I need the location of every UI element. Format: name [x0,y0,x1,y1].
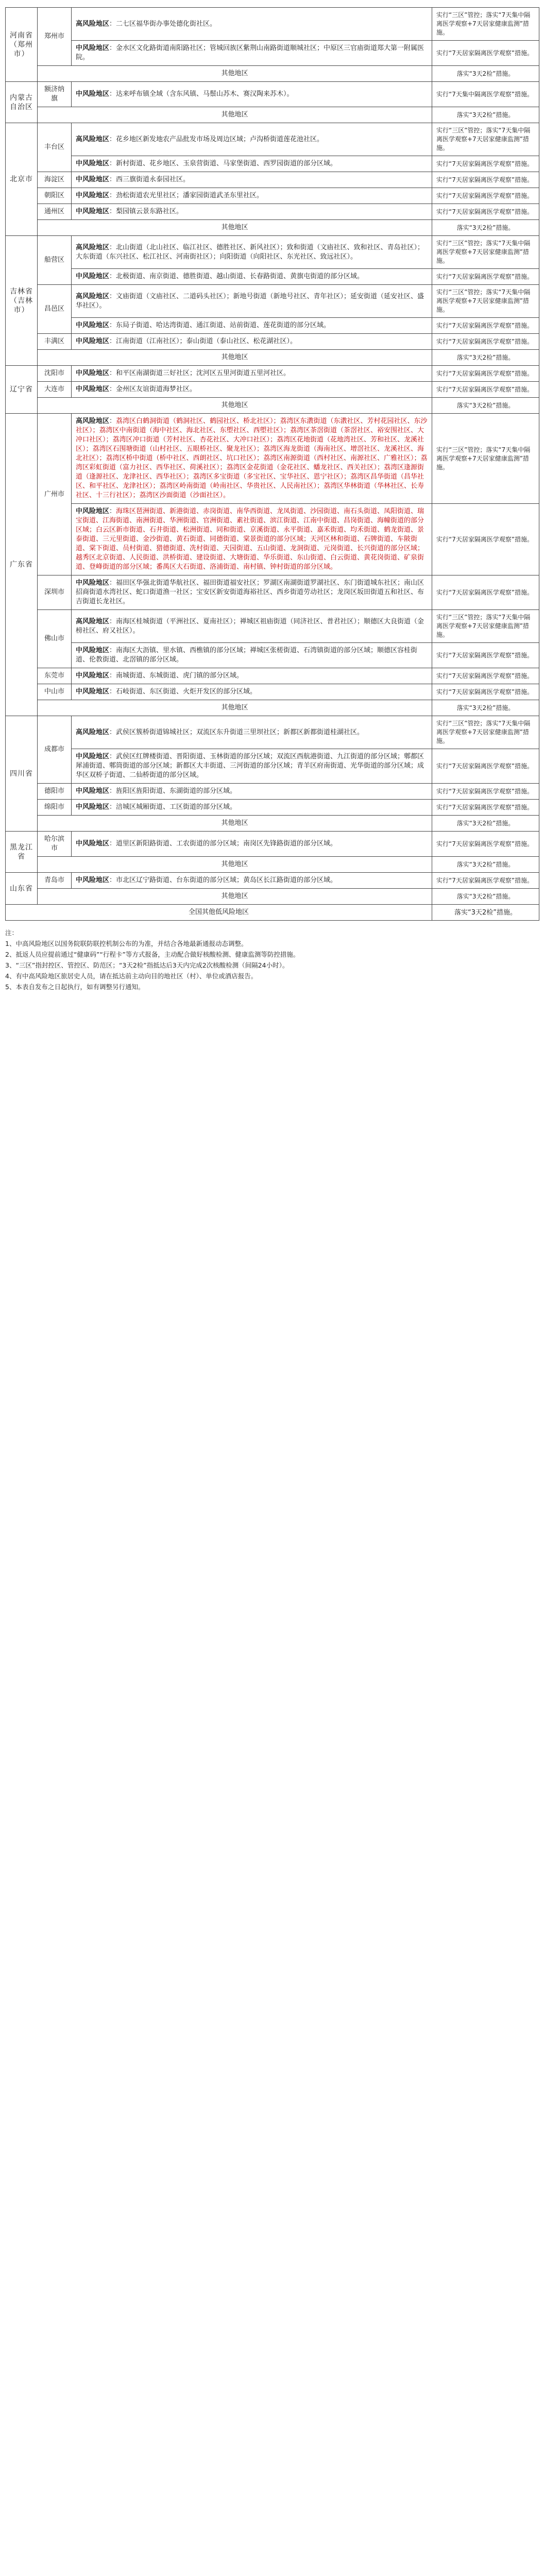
control-measure: 实行“7天居家隔离医学观察”措施。 [432,873,539,889]
risk-area-cell [72,188,432,204]
risk-area-list: 文庙街道（文庙社区、二道码头社区）；新地号街道（新地号社区、青年社区）；延安街道（延安社区、盛华社区）。 [76,292,424,310]
control-measure: 实行“三区”管控；落实“7天集中隔离医学观察+7天居家健康监测”措施。 [432,8,539,41]
other-area-label: 其他地区 [38,857,432,873]
city-name: 深圳市 [38,575,72,610]
risk-level: 中风险地区 [76,688,110,696]
risk-area-cell [72,414,432,504]
remark-line: 4、有中高风险地区旅居史人员，请在抵达前主动向目的地社区（村）、单位或酒店报告。 [5,972,258,980]
risk-area-list: 东局子街道、哈达湾街道、通江街道、站前街道、莲花街道的部分区域。 [116,321,331,329]
risk-area-cell [72,832,432,857]
region-other-row [6,889,539,905]
risk-area-list: 武侯区红牌楼街道、晋阳街道、玉林街道的部分区域；双流区西航港街道、九江街道的部分区域；郫都区犀浦街道、郫筒街道的部分区域；新都区大丰街道、三河街道的部分区域；青羊区府南街道、光华街道的部分区域；成华区双桥子街道、二仙桥街道的部分区域。 [76,753,424,779]
risk-area-list: 武侯区簇桥街道锦城社区；双流区东升街道三里坝社区；新都区新都街道桂湖社区。 [116,728,364,736]
control-measure: 落实“3天2检”措施。 [432,66,539,82]
city-name: 海淀区 [38,172,72,188]
city-name: 船营区 [38,236,72,285]
risk-level: 中风险地区 [76,672,110,680]
control-measure: 落实“3天2检”措施。 [432,889,539,905]
level-separator: ： [109,787,116,795]
risk-area-list: 南海区大沥镇、里水镇、西樵镇的部分区域；禅城区张槎街道、石湾镇街道的部分区域；顺德区容桂街道、伦教街道、北滘镇的部分区域。 [76,647,418,664]
city-name: 昌邑区 [38,285,72,334]
region-name: 吉林省（吉林市） [6,236,38,366]
risk-level: 高风险地区 [76,617,110,625]
other-area-label: 其他地区 [38,816,432,832]
other-area-label: 其他地区 [38,398,432,414]
risk-level: 高风险地区 [76,135,110,143]
table-row [6,123,539,156]
control-measure: 实行“7天居家隔离医学观察”措施。 [432,269,539,285]
region-other-row [6,66,539,82]
table-row [6,82,539,107]
level-separator: ： [109,876,116,884]
other-area-label: 其他地区 [38,350,432,366]
control-measure: 实行“7天居家隔离医学观察”措施。 [432,366,539,382]
table-row [6,41,539,66]
other-area-label: 其他地区 [38,700,432,716]
control-measure: 实行“7天居家隔离医学观察”措施。 [432,334,539,350]
region-other-row [6,398,539,414]
table-row [6,236,539,269]
region-name: 山东省 [6,873,38,905]
level-separator: ： [109,672,116,680]
city-name: 德阳市 [38,784,72,800]
region-other-row [6,857,539,873]
control-measure: 实行“7天居家隔离医学观察”措施。 [432,575,539,610]
risk-area-list: 花乡地区新发地农产品批发市场及周边区域；卢沟桥街道莲花池社区。 [116,135,324,143]
control-measure: 实行“7天居家隔离医学观察”措施。 [432,504,539,575]
control-measure: 实行“三区”管控；落实“7天集中隔离医学观察+7天居家健康监测”措施。 [432,414,539,504]
city-name: 丰台区 [38,123,72,172]
other-area-label: 其他地区 [38,889,432,905]
table-row [6,188,539,204]
other-area-label: 其他地区 [38,220,432,236]
risk-level: 中风险地区 [76,579,110,587]
risk-level: 中风险地区 [76,507,110,515]
total-label: 全国其他低风险地区 [6,905,432,921]
region-other-row [6,700,539,716]
control-measure: 实行“7天居家隔离医学观察”措施。 [432,800,539,816]
table-row [6,172,539,188]
level-separator: ： [109,192,116,199]
risk-area-cell [72,269,432,285]
risk-area-list: 市北区辽宁路街道、台东街道的部分区域；黄岛区长江路街道的部分区域。 [116,876,337,884]
region-other-row [6,350,539,366]
risk-area-cell [72,784,432,800]
remarks [5,928,539,992]
control-measure: 落实“3天2检”措施。 [432,220,539,236]
risk-area-list: 金水区文化路街道南阳路社区；管城回族区紫荆山南路街道顺城社区；中原区三官庙街道郑大第一附属医院。 [76,44,424,61]
table-row [6,382,539,398]
control-measure: 实行“7天居家隔离医学观察”措施。 [432,156,539,172]
risk-area-cell [72,668,432,684]
control-measure: 实行“三区”管控；落实“7天集中隔离医学观察+7天居家健康监测”措施。 [432,285,539,318]
remark-line: 3、“三区”指封控区、管控区、防范区；“3天2检”指抵达后3天内完成2次核酸检测（间隔24小时）。 [5,961,289,969]
level-separator: ： [109,44,116,52]
control-measure: 落实“3天2检”措施。 [432,700,539,716]
level-separator: ： [109,728,116,736]
table-row [6,504,539,575]
control-measure: 实行“7天居家隔离医学观察”措施。 [432,684,539,700]
risk-area-list: 梨园镇云景东路社区。 [116,208,183,215]
total-row [6,905,539,921]
control-measure: 实行“7天居家隔离医学观察”措施。 [432,172,539,188]
risk-area-list: 北山街道（北山社区、临江社区、德胜社区、新风社区）；致和街道（文庙社区、致和社区、青岛社区）；大东街道（东兴社区、松江社区、河南街社区）；向阳街道（向阳社区、东光社区、致远社区）。 [76,243,424,261]
level-separator: ： [109,337,116,345]
risk-area-table [5,7,539,921]
table-row [6,668,539,684]
region-name: 河南省（郑州市） [6,8,38,82]
control-measure: 落实“3天2检”措施。 [432,350,539,366]
table-row [6,684,539,700]
level-separator: ： [109,688,116,696]
control-measure: 实行“7天居家隔离医学观察”措施。 [432,832,539,857]
risk-level: 中风险地区 [76,876,110,884]
risk-area-cell [72,749,432,784]
control-measure: 实行“7天居家隔离医学观察”措施。 [432,204,539,220]
risk-area-list: 江南街道（江南社区）；泰山街道（泰山社区、松花湖社区）。 [116,337,297,345]
control-measure: 实行“7天居家隔离医学观察”措施。 [432,318,539,334]
risk-area-cell [72,318,432,334]
risk-level: 中风险地区 [76,160,110,167]
control-measure: 实行“三区”管控；落实“7天集中隔离医学观察+7天居家健康监测”措施。 [432,716,539,749]
table-row [6,575,539,610]
risk-level: 中风险地区 [76,321,110,329]
risk-area-list: 南海区桂城街道（平洲社区、夏南社区）；禅城区祖庙街道（同济社区、普君社区）；顺德区大良街道（金榜社区、府又社区）。 [76,617,424,635]
level-separator: ： [109,753,116,760]
table-row [6,784,539,800]
table-row [6,366,539,382]
risk-level: 中风险地区 [76,803,110,811]
level-separator: ： [109,417,116,425]
control-measure: 实行“三区”管控；落实“7天集中隔离医学观察+7天居家健康监测”措施。 [432,236,539,269]
risk-area-list: 海珠区琶洲街道、新港街道、赤岗街道、南华西街道、龙凤街道、沙园街道、南石头街道、凤阳街道、瑞宝街道、江海街道、南洲街道、华洲街道、官洲街道、素社街道、滨江街道、江南中街道、昌岗街道、海幢街道的部分区域；白云区新市街道、石井街道、松洲街道、同和街道、京溪街道、永平街道、嘉禾街道、均禾街道、鹤龙街道、景泰街道、三元里街道、金沙街道、黄石街道、同德街道、棠景街道的部分区域；天河区林和街道、石牌街道、车陂街道、棠下街道、员村街道、猎德街道、冼村街道、天园街道、五山街道、龙洞街道、元岗街道、长兴街道的部分区域；越秀区北京街道、人民街道、洪桥街道、建设街道、大塘街道、华乐街道、东山街道、白云街道、黄花岗街道、矿泉街道、登峰街道的部分区域；番禺区大石街道、洛浦街道、南村镇、钟村街道的部分区域。 [76,507,424,571]
level-separator: ： [109,243,116,251]
table-row [6,156,539,172]
risk-level: 高风险地区 [76,20,110,28]
risk-area-cell [72,684,432,700]
risk-area-list: 达来呼布镇全域（含东风镇、马鬃山苏木、赛汉陶来苏木）。 [116,90,294,98]
risk-area-cell [72,334,432,350]
region-other-row [6,816,539,832]
level-separator: ： [109,369,116,377]
level-separator: ： [109,176,116,183]
risk-area-cell [72,504,432,575]
table-row [6,318,539,334]
risk-area-list: 道里区新阳路街道、工农街道的部分区域；南岗区先锋路街道的部分区域。 [116,840,337,848]
level-separator: ： [109,507,116,515]
risk-area-cell [72,610,432,643]
level-separator: ： [109,803,116,811]
risk-level: 中风险地区 [76,176,110,183]
level-separator: ： [109,292,116,300]
risk-level: 中风险地区 [76,208,110,215]
risk-level: 中风险地区 [76,44,110,52]
risk-level: 中风险地区 [76,192,110,199]
table-row [6,8,539,41]
table-row [6,610,539,643]
risk-area-list: 西三旗街道永泰园社区。 [116,176,190,183]
risk-area-cell [72,204,432,220]
table-row [6,285,539,318]
risk-level: 高风险地区 [76,292,110,300]
risk-area-cell [72,285,432,318]
remark-line: 2、抵返人员应提前通过“健康码”“行程卡”等方式报备，主动配合做好核酸检测、健康监测等防控措施。 [5,951,300,958]
risk-level: 中风险地区 [76,647,110,654]
city-name: 广州市 [38,414,72,575]
risk-area-cell [72,8,432,41]
city-name: 东莞市 [38,668,72,684]
risk-area-list: 福田区华强北街道华航社区、福田街道福安社区；罗湖区南湖街道罗湖社区、东门街道城东社区；南山区招商街道水湾社区、蛇口街道渔一社区；宝安区新安街道海裕社区、西乡街道劳动社区；龙岗区坂田街道五和社区、布吉街道长龙社区。 [76,579,424,605]
control-measure: 实行“7天集中隔离医学观察”措施。 [432,82,539,107]
city-name: 哈尔滨市 [38,832,72,857]
risk-level: 中风险地区 [76,273,110,280]
risk-area-cell [72,172,432,188]
city-name: 额济纳旗 [38,82,72,107]
risk-area-list: 二七区福华街办事处德化街社区。 [116,20,217,28]
level-separator: ： [109,208,116,215]
risk-area-list: 旌阳区旌阳街道、东湖街道的部分区域。 [116,787,237,795]
remarks-title: 注： [5,929,19,937]
city-name: 大连市 [38,382,72,398]
risk-area-list: 荔湾区白鹤洞街道（鹤洞社区、鹤园社区、桥北社区）；荔湾区东漖街道（东漖社区、芳村花园社区、东沙社区）；荔湾区中南街道（海中社区、海北社区、东塱社区、西塱社区）；荔湾区茶滘街道（茶滘社区、裕安围社区、大冲口社区）；荔湾区冲口街道（芳村社区、杏花社区、大冲口社区）；荔湾区花地街道（花地湾社区、芳和社区、龙溪社区）；荔湾区石围塘街道（山村社区、五眼桥社区、聚龙社区）；荔湾区海龙街道（海南社区、增滘社区、龙溪社区、海北社区）；荔湾区桥中街道（桥中社区、西朗社区、坑口社区）；荔湾区南源街道（西村社区、南源社区、广雅社区）；荔湾区彩虹街道（富力社区、西华社区、荷溪社区）；荔湾区金花街道（金花社区、蟠龙社区、西关社区）；荔湾区逢源街道（逢源社区、龙津社区、西华社区）；荔湾区多宝街道（多宝社区、宝华社区、恩宁社区）；荔湾区昌华街道（昌华社区、和平社区、龙津社区）；荔湾区岭南街道（岭南社区、华贵社区、人民南社区）；荔湾区华林街道（华林社区、长寿社区、十三行社区）；荔湾区沙面街道（沙面社区）。 [76,417,428,499]
table-row [6,643,539,668]
level-separator: ： [109,20,116,28]
table-row [6,414,539,504]
risk-level: 中风险地区 [76,369,110,377]
other-area-label: 其他地区 [38,66,432,82]
remark-line: 1、中高风险地区以国务院联防联控机制公布的为准，并结合各地最新通报动态调整。 [5,940,248,947]
risk-area-cell [72,366,432,382]
control-measure: 落实“3天2检”措施。 [432,398,539,414]
level-separator: ： [109,321,116,329]
level-separator: ： [109,385,116,393]
risk-area-list: 金州区友谊街道海梦社区。 [116,385,197,393]
control-measure: 实行“三区”管控；落实“7天集中隔离医学观察+7天居家健康监测”措施。 [432,610,539,643]
risk-area-cell [72,156,432,172]
risk-area-list: 北极街道、南京街道、德胜街道、越山街道、长春路街道、黄旗屯街道的部分区域。 [116,273,364,280]
region-name: 四川省 [6,716,38,832]
city-name: 青岛市 [38,873,72,889]
table-row [6,749,539,784]
table-row [6,334,539,350]
control-measure: 实行“7天居家隔离医学观察”措施。 [432,41,539,66]
control-measure: 实行“7天居家隔离医学观察”措施。 [432,643,539,668]
risk-area-list: 涪城区城厢街道、工区街道的部分区域。 [116,803,237,811]
level-separator: ： [109,617,116,625]
region-name: 辽宁省 [6,366,38,414]
control-measure: 实行“7天居家隔离医学观察”措施。 [432,188,539,204]
level-separator: ： [109,579,116,587]
control-measure: 落实“3天2检”措施。 [432,816,539,832]
table-row [6,204,539,220]
control-measure: 实行“7天居家隔离医学观察”措施。 [432,749,539,784]
control-measure: 实行“三区”管控；落实“7天集中隔离医学观察+7天居家健康监测”措施。 [432,123,539,156]
risk-level: 高风险地区 [76,728,110,736]
remark-line: 5、本表自发布之日起执行，如有调整另行通知。 [5,983,145,991]
total-note: 落实“3天2检”措施。 [432,905,539,921]
risk-area-cell [72,873,432,889]
city-name: 丰满区 [38,334,72,350]
region-other-row [6,220,539,236]
risk-area-cell [72,123,432,156]
risk-area-cell [72,82,432,107]
city-name: 成都市 [38,716,72,784]
risk-level: 中风险地区 [76,787,110,795]
risk-area-cell [72,382,432,398]
risk-area-cell [72,41,432,66]
control-measure: 落实“3天2检”措施。 [432,107,539,123]
city-name: 通州区 [38,204,72,220]
level-separator: ： [109,135,116,143]
risk-area-cell [72,800,432,816]
risk-area-list: 南城街道、东城街道、虎门镇的部分区域。 [116,672,244,680]
control-measure: 实行“7天居家隔离医学观察”措施。 [432,668,539,684]
risk-level: 中风险地区 [76,840,110,848]
level-separator: ： [109,90,116,98]
risk-area-list: 石岐街道、东区街道、火炬开发区的部分区域。 [116,688,257,696]
table-row [6,800,539,816]
city-name: 佛山市 [38,610,72,668]
risk-area-list: 劲松街道农光里社区；潘家园街道武圣东里社区。 [116,192,264,199]
risk-area-list: 新村街道、花乡地区、玉泉营街道、马家堡街道、西罗园街道的部分区域。 [116,160,337,167]
table-row [6,832,539,857]
risk-area-cell [72,643,432,668]
city-name: 绵阳市 [38,800,72,816]
control-measure: 实行“7天居家隔离医学观察”措施。 [432,382,539,398]
risk-area-cell [72,575,432,610]
city-name: 郑州市 [38,8,72,66]
city-name: 沈阳市 [38,366,72,382]
risk-level: 高风险地区 [76,417,110,425]
risk-area-cell [72,716,432,749]
level-separator: ： [109,160,116,167]
risk-level: 中风险地区 [76,90,110,98]
level-separator: ： [109,273,116,280]
region-name: 广东省 [6,414,38,716]
control-measure: 实行“7天居家隔离医学观察”措施。 [432,784,539,800]
region-other-row [6,107,539,123]
risk-level: 中风险地区 [76,337,110,345]
risk-level: 高风险地区 [76,243,110,251]
level-separator: ： [109,647,116,654]
risk-area-cell [72,236,432,269]
table-row [6,716,539,749]
level-separator: ： [109,840,116,848]
other-area-label: 其他地区 [38,107,432,123]
risk-level: 中风险地区 [76,385,110,393]
table-row [6,269,539,285]
region-name: 黑龙江省 [6,832,38,873]
city-name: 朝阳区 [38,188,72,204]
control-measure: 落实“3天2检”措施。 [432,857,539,873]
table-row [6,873,539,889]
region-name: 北京市 [6,123,38,236]
region-name: 内蒙古自治区 [6,82,38,123]
city-name: 中山市 [38,684,72,700]
risk-area-list: 和平区南湖街道三好社区；沈河区五里河街道五里河社区。 [116,369,291,377]
risk-level: 中风险地区 [76,753,110,760]
